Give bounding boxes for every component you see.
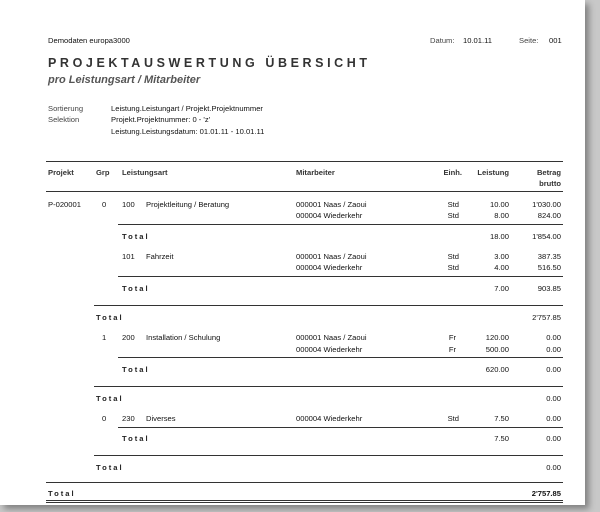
- report-subtitle: pro Leistungsart / Mitarbeiter: [48, 74, 201, 86]
- subtotal-rule: [118, 276, 563, 277]
- group-total-label: Total: [96, 313, 124, 322]
- leistungsart-name: Projektleitung / Beratung: [146, 200, 230, 209]
- col-einh: Einh.: [443, 168, 462, 177]
- subtotal-betrag: 903.85: [537, 284, 561, 293]
- mitarbeiter-name: 000004 Wiederkehr: [296, 211, 363, 220]
- betrag-value: 0.00: [546, 333, 561, 342]
- leistung-value: 7.50: [494, 414, 509, 423]
- subtotal-rule: [118, 224, 563, 225]
- betrag-value: 0.00: [546, 345, 561, 354]
- sortierung-label: Sortierung: [48, 104, 84, 113]
- subtotal-leistung: 7.00: [494, 284, 509, 293]
- subtotal-rule: [118, 357, 563, 358]
- leistung-value: 10.00: [489, 200, 509, 209]
- betrag-value: 824.00: [537, 211, 561, 220]
- einheit: Std: [447, 263, 459, 272]
- leistung-value: 500.00: [485, 345, 509, 354]
- grand-total-underline-1: [46, 500, 563, 501]
- group-number: 0: [102, 414, 107, 423]
- leistungsart-code: 200: [122, 333, 135, 342]
- grand-total-label: Total: [48, 489, 76, 498]
- grand-total-rule: [46, 482, 563, 483]
- leistungsart-code: 101: [122, 252, 135, 261]
- einheit: Std: [447, 252, 459, 261]
- header-top-rule: [46, 161, 563, 162]
- seite-label: Seite:: [519, 36, 539, 45]
- leistung-value: 120.00: [485, 333, 509, 342]
- subtotal-leistung: 620.00: [485, 365, 509, 374]
- einheit: Fr: [448, 345, 456, 354]
- betrag-value: 1'030.00: [532, 200, 561, 209]
- col-projekt: Projekt: [48, 168, 74, 177]
- leistungsart-name: Fahrzeit: [146, 252, 174, 261]
- col-grp: Grp: [96, 168, 110, 177]
- leistungsart-code: 230: [122, 414, 135, 423]
- einheit: Std: [447, 211, 459, 220]
- mitarbeiter-name: 000001 Naas / Zaoui: [296, 252, 367, 261]
- mitarbeiter-name: 000004 Wiederkehr: [296, 263, 363, 272]
- einheit: Fr: [448, 333, 456, 342]
- company-name: Demodaten europa3000: [48, 36, 130, 45]
- subtotal-label: Total: [122, 284, 150, 293]
- subtotal-label: Total: [122, 434, 150, 443]
- leistungsart-name: Installation / Schulung: [146, 333, 221, 342]
- seite-value: 001: [549, 36, 562, 45]
- datum-value: 10.01.11: [463, 36, 492, 45]
- einheit: Std: [447, 414, 459, 423]
- sortierung-value: Leistung.Leistungart / Projekt.Projektnummer: [111, 104, 263, 113]
- mitarbeiter-name: 000001 Naas / Zaoui: [296, 333, 367, 342]
- group-total-label: Total: [96, 463, 124, 472]
- leistung-value: 3.00: [494, 252, 509, 261]
- group-total-rule: [94, 305, 563, 306]
- subtotal-label: Total: [122, 365, 150, 374]
- subtotal-label: Total: [122, 232, 150, 241]
- col-betrag: Betrag: [536, 168, 561, 177]
- report-title: PROJEKTAUSWERTUNG ÜBERSICHT: [48, 56, 371, 70]
- mitarbeiter-name: 000004 Wiederkehr: [296, 414, 363, 423]
- mitarbeiter-name: 000004 Wiederkehr: [296, 345, 363, 354]
- col-mitarbeiter: Mitarbeiter: [296, 168, 335, 177]
- header-bottom-rule: [46, 191, 563, 192]
- selektion-value-2: Leistung.Leistungsdatum: 01.01.11 - 10.01.11: [111, 127, 265, 136]
- col-brutto: brutto: [539, 179, 561, 188]
- subtotal-betrag: 0.00: [546, 365, 561, 374]
- col-leistung: Leistung: [477, 168, 509, 177]
- betrag-value: 387.35: [537, 252, 561, 261]
- leistung-value: 4.00: [494, 263, 509, 272]
- mitarbeiter-name: 000001 Naas / Zaoui: [296, 200, 367, 209]
- subtotal-leistung: 7.50: [494, 434, 509, 443]
- leistungsart-name: Diverses: [146, 414, 176, 423]
- betrag-value: 516.50: [537, 263, 561, 272]
- group-number: 1: [102, 333, 107, 342]
- group-total-rule: [94, 386, 563, 387]
- subtotal-leistung: 18.00: [489, 232, 509, 241]
- col-leistungsart: Leistungsart: [122, 168, 168, 177]
- grand-total-betrag: 2'757.85: [531, 489, 561, 498]
- group-number: 0: [102, 200, 107, 209]
- datum-label: Datum:: [430, 36, 455, 45]
- group-total-label: Total: [96, 394, 124, 403]
- leistungsart-code: 100: [122, 200, 135, 209]
- selektion-label: Selektion: [48, 115, 80, 124]
- subtotal-rule: [118, 427, 563, 428]
- group-total-betrag: 2'757.85: [532, 313, 561, 322]
- project-number: P-020001: [48, 200, 81, 209]
- subtotal-betrag: 1'854.00: [532, 232, 561, 241]
- group-total-betrag: 0.00: [546, 463, 561, 472]
- betrag-value: 0.00: [546, 414, 561, 423]
- leistung-value: 8.00: [494, 211, 509, 220]
- selektion-value-1: Projekt.Projektnummer: 0 - 'z': [111, 115, 211, 124]
- group-total-rule: [94, 455, 563, 456]
- subtotal-betrag: 0.00: [546, 434, 561, 443]
- group-total-betrag: 0.00: [546, 394, 561, 403]
- grand-total-underline-2: [46, 502, 563, 503]
- einheit: Std: [447, 200, 459, 209]
